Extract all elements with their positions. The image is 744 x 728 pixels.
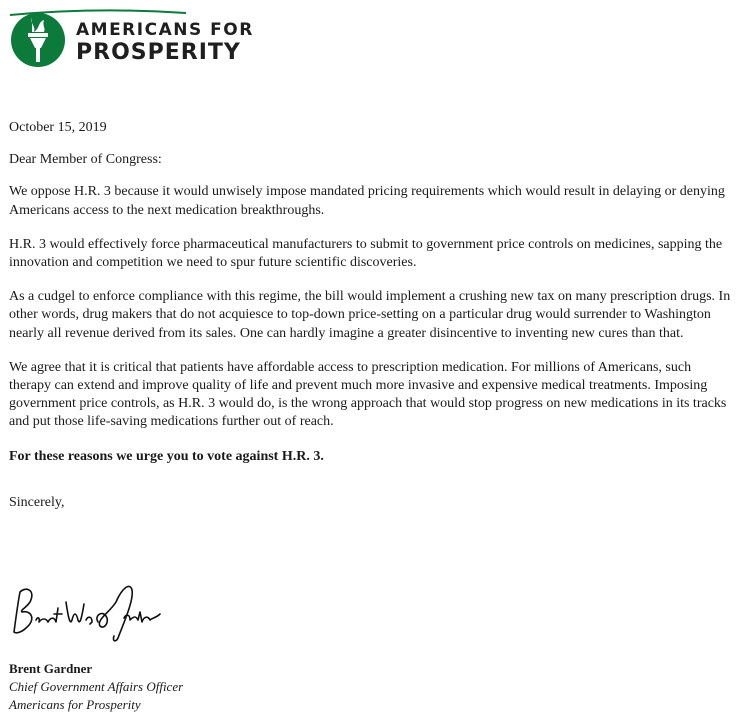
org-name-line2: PROSPERITY xyxy=(76,40,241,65)
salutation: Dear Member of Congress: xyxy=(9,152,162,168)
org-logo xyxy=(10,8,254,72)
signer-name: Brent Gardner xyxy=(9,661,93,676)
paragraph: We agree that it is critical that patients have affordable access to prescription medication. For millions of Americans, such therapy can extend and improve quality of life and prevent much more invasive and expensive medical treatments. Imposing government price controls, as H.R. 3 would do, is the wrong approach that would stop progress on new medications in its tracks and put those life-saving medications further out of reach. xyxy=(9,359,727,430)
logo-swoosh xyxy=(10,8,186,16)
paragraph: As a cudgel to enforce compliance with this regime, the bill would implement a crushing new tax on many prescription drugs. In other words, drug makers that do not acquiesce to top-down price-setting on a particular drug would surrender to Washington nearly all revenue derived from its sales. One can hardly imagine a greater disincentive to inventing new cures than that. xyxy=(9,289,731,341)
paragraph: H.R. 3 would effectively force pharmaceutical manufacturers to submit to government price controls on medicines, sapping the innovation and competition we need to spur future scientific discoveries. xyxy=(9,236,723,271)
paragraph: We oppose H.R. 3 because it would unwisely impose mandated pricing requirements which would result in delaying or denying Americans access to the next medication breakthroughs. xyxy=(9,184,725,218)
handwritten-signature xyxy=(6,572,176,644)
torch-emblem-icon xyxy=(10,8,70,72)
letter-body xyxy=(9,119,731,520)
signer-organization: Americans for Prosperity xyxy=(9,697,141,712)
signer-title: Chief Government Affairs Officer xyxy=(9,679,184,694)
org-name-line1: AMERICANS FOR xyxy=(76,20,254,40)
letter-date: October 15, 2019 xyxy=(9,120,107,135)
sign-off: Sincerely, xyxy=(9,494,65,510)
closing-statement: For these reasons we urge you to vote against H.R. 3. xyxy=(9,448,324,464)
